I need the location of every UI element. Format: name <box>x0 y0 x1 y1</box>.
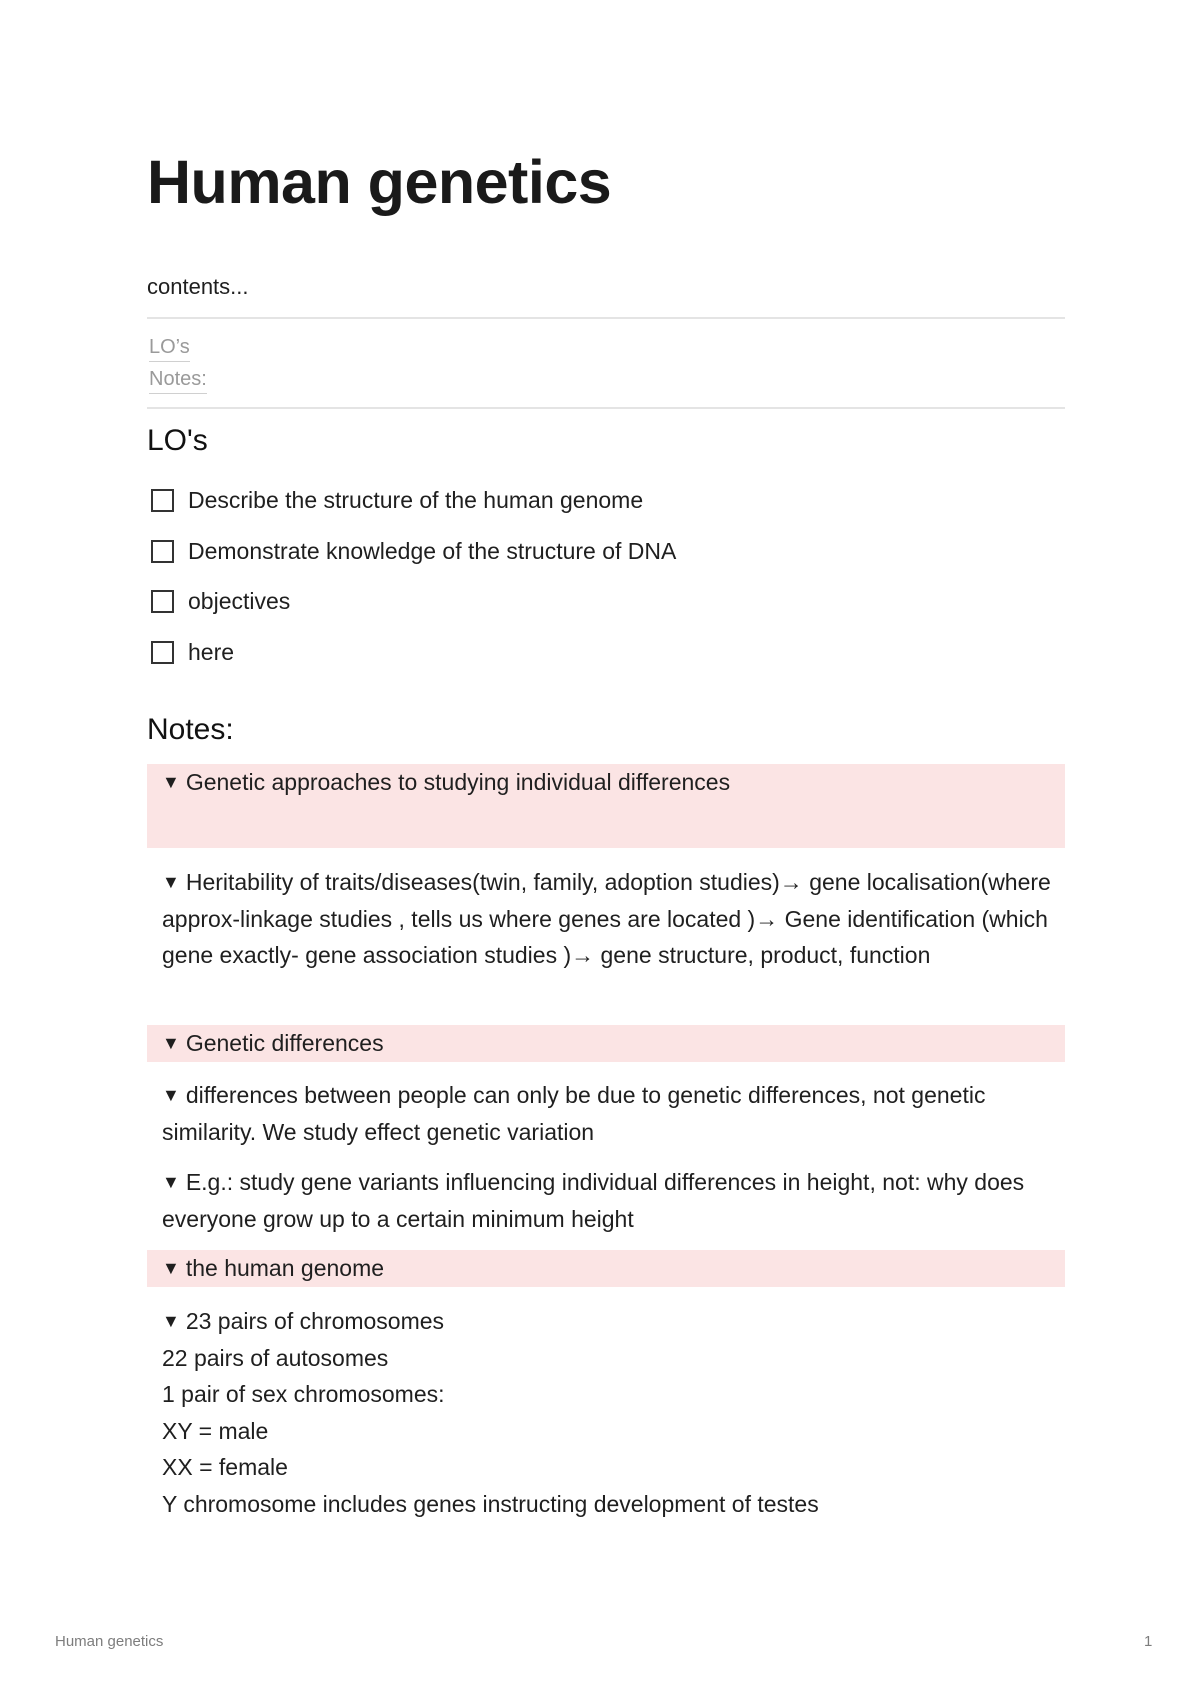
toggle-block <box>147 764 1065 848</box>
chromosome-line: 1 pair of sex chromosomes: <box>162 1381 445 1407</box>
todo-item <box>151 635 234 669</box>
toggle-arrow-icon[interactable]: ▼ <box>162 772 180 792</box>
checkbox[interactable] <box>151 590 174 613</box>
todo-text: here <box>188 638 235 665</box>
toggle-block <box>147 1077 1065 1150</box>
toggle-text: E.g.: study gene variants influencing individual differences in height, not: why does everyone grow up to a certain minimum height <box>162 1169 1025 1232</box>
checkbox[interactable] <box>151 540 174 563</box>
checkbox[interactable] <box>151 489 174 512</box>
toggle-text: the human genome <box>185 1255 385 1281</box>
todo-item <box>151 534 676 568</box>
los-heading: LO's <box>147 424 208 457</box>
toggle-arrow-icon[interactable]: ▼ <box>162 1033 180 1053</box>
todo-item <box>151 483 643 517</box>
toggle-block <box>147 864 1065 974</box>
toggle-block <box>147 1164 1065 1237</box>
todo-item <box>151 584 290 618</box>
todo-text: Describe the structure of the human genome <box>188 486 644 513</box>
todo-text: Demonstrate knowledge of the structure of DNA <box>188 537 677 564</box>
toggle-block <box>147 1303 1065 1522</box>
toc-link-notes[interactable]: Notes: <box>149 365 207 394</box>
toggle-text: differences between people can only be due to genetic differences, not genetic similarity. We study effect genetic variation <box>162 1082 986 1145</box>
toggle-arrow-icon[interactable]: ▼ <box>162 1085 180 1105</box>
toc-link-los[interactable]: LO’s <box>149 333 190 362</box>
checkbox[interactable] <box>151 641 174 664</box>
toggle-text: Heritability of traits/diseases(twin, family, adoption studies)→ gene localisation(where approx-linkage studies , tells us where genes are located )→ Gene identification (which gene exactly- gene association studies )→ gene structure, product, function <box>162 869 1051 968</box>
table-of-contents <box>147 317 1065 409</box>
toggle-text: Genetic differences <box>185 1030 384 1056</box>
toggle-arrow-icon[interactable]: ▼ <box>162 1172 180 1192</box>
footer-doc-name: Human genetics <box>55 1633 164 1650</box>
toggle-text: 23 pairs of chromosomes <box>185 1308 445 1334</box>
toggle-arrow-icon[interactable]: ▼ <box>162 872 180 892</box>
notes-heading: Notes: <box>147 713 234 746</box>
page-title: Human genetics <box>147 148 612 216</box>
chromosome-line: Y chromosome includes genes instructing development of testes <box>162 1490 819 1517</box>
toggle-arrow-icon[interactable]: ▼ <box>162 1311 180 1331</box>
todo-text: objectives <box>188 587 291 614</box>
toggle-block <box>147 1025 1065 1062</box>
toggle-block <box>147 1250 1065 1287</box>
chromosome-line: XY = male <box>162 1417 269 1444</box>
chromosome-line: XX = female <box>162 1454 288 1480</box>
toggle-arrow-icon[interactable]: ▼ <box>162 1258 180 1278</box>
contents-label: contents... <box>147 274 249 299</box>
chromosome-line: 22 pairs of autosomes <box>162 1344 389 1371</box>
footer-page-number: 1 <box>1144 1633 1153 1650</box>
toggle-text: Genetic approaches to studying individual differences <box>185 769 731 795</box>
